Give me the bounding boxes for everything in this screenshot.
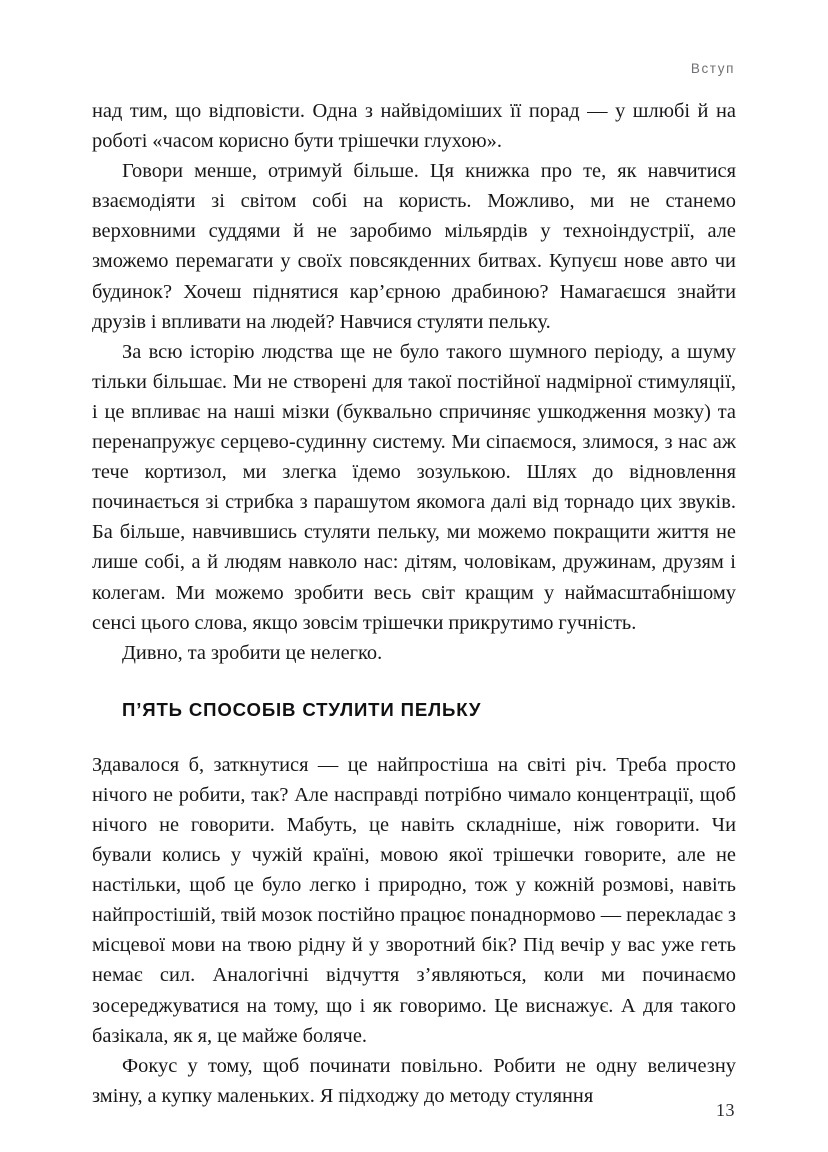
- paragraph: над тим, що відповісти. Одна з найвідоміших її порад — у шлюбі й на роботі «часом корисно бути трішечки глухою».: [92, 100, 736, 153]
- page-number: 13: [716, 1100, 735, 1120]
- paragraph: За всю історію людства ще не було такого шумного періоду, а шуму тільки більшає. Ми не створені для такої постійної надмірної стимуляції, і це впливає на наші мізки (буквально спричиняє ушкодження мозку) та перенапружує серцево-судинну систему. Ми сіпаємося, злимося, з нас аж тече кортизол, ми злегка їдемо зозулькою. Шлях до відновлення починається зі стрибка з парашутом якомога далі від торнадо цих звуків. Ба більше, навчившись стуляти пельку, ми можемо покращити життя не лише собі, а й людям навколо нас: дітям, чоловікам, дружинам, друзям і колегам. Ми можемо зробити весь світ кращим у наймасштабнішому сенсі цього слова, якщо зовсім трішечки прикрутимо гучність.: [92, 340, 736, 634]
- paragraph: Фокус у тому, щоб починати повільно. Робити не одну величезну зміну, а купку маленьких. Я підходжу до методу стуляння: [92, 1054, 736, 1107]
- heading-spacer-top: [92, 668, 736, 697]
- heading-spacer-bottom: [92, 723, 736, 750]
- text-column: [92, 96, 736, 1111]
- paragraph: Дивно, та зробити це нелегко.: [122, 641, 383, 664]
- section-heading: П’ЯТЬ СПОСОБІВ СТУЛИТИ ПЕЛЬКУ: [122, 698, 482, 720]
- paragraph: Говори менше, отримуй більше. Ця книжка про те, як навчитися взаємодіяти зі світом собі на користь. Можливо, ми не станемо верховними суддями й не заробимо мільярдів у техноіндустрії, але зможемо перемагати у своїх повсякденних битвах. Купуєш нове авто чи будинок? Хочеш піднятися кар’єрною драбиною? Намагаєшся знайти друзів і впливати на людей? Навчися стуляти пельку.: [92, 160, 736, 333]
- paragraph: Здавалося б, заткнутися — це найпростіша на світі річ. Треба просто нічого не робити, так? Але насправді потрібно чимало концентрації, щоб нічого не говорити. Мабуть, це навіть складніше, ніж говорити. Чи бували колись у чужій країні, мовою якої трішечки говорите, але не настільки, щоб це було легко і природно, тож у кожній розмові, навіть найпростішій, твій мозок постійно працює понаднормово — перекладає з місцевої мови на твою рідну й у зворотний бік? Під вечір у вас уже геть немає сил. Аналогічні відчуття з’являються, коли ми починаємо зосереджуватися на тому, що і як говоримо. Це виснажує. А для такого базікала, як я, це майже боляче.: [92, 753, 736, 1047]
- running-head: Вступ: [690, 61, 735, 76]
